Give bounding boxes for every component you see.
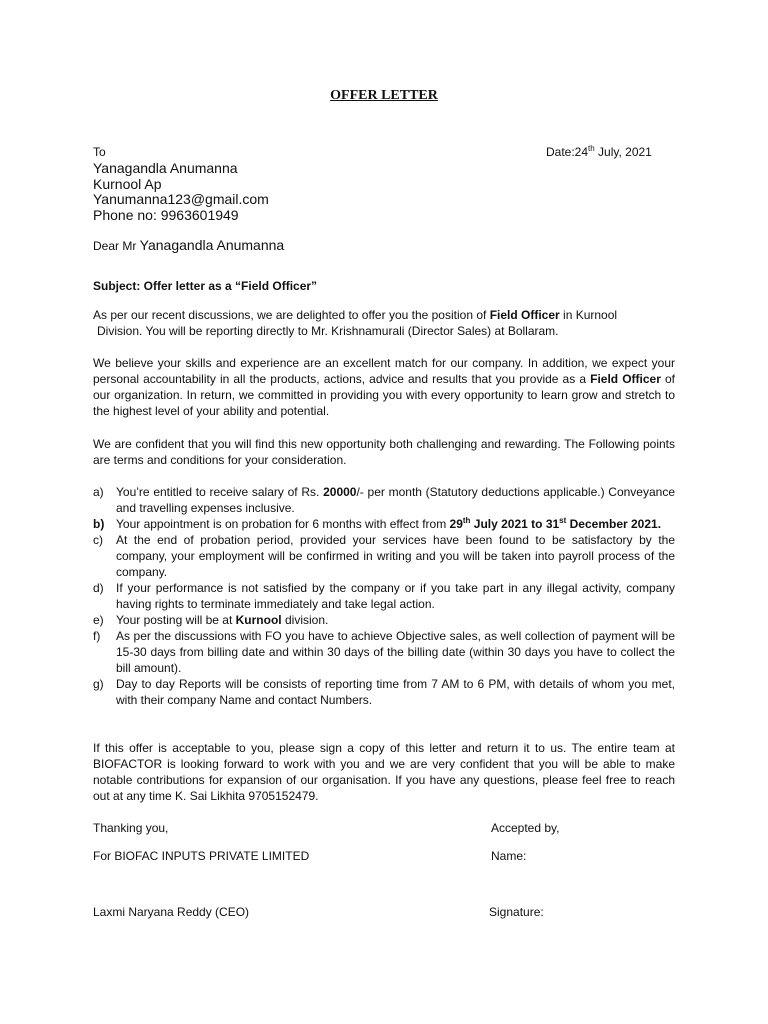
term-e-post: division.: [281, 613, 329, 627]
date-prefix: Date:24: [546, 145, 589, 159]
term-marker: f): [93, 629, 101, 643]
recipient-name: Yanagandla Anumanna: [93, 160, 238, 176]
para2-bold: Field Officer: [590, 372, 661, 386]
term-a-text: You’re entitled to receive salary of Rs.: [116, 485, 324, 499]
subject-line: Subject: Offer letter as a “Field Officer”: [93, 279, 318, 293]
paragraph-position: [93, 307, 675, 339]
term-b-sup-2: st: [559, 516, 567, 525]
signature-label: Signature:: [489, 905, 544, 919]
terms-list: [93, 484, 675, 708]
term-a-bold: 20000: [323, 485, 357, 499]
term-marker: g): [93, 677, 104, 691]
date-sup: th: [588, 144, 595, 153]
letter-title: OFFER LETTER: [330, 88, 438, 103]
name-label: Name:: [491, 849, 527, 863]
thanking-you: Thanking you,: [93, 821, 169, 835]
accepted-by: Accepted by,: [491, 821, 560, 835]
para1-bold: Field Officer: [489, 308, 560, 322]
term-item-a: [93, 484, 675, 516]
term-e-bold: Kurnool: [235, 613, 282, 627]
salutation-name: Yanagandla Anumanna: [139, 237, 285, 253]
term-item-g: [93, 676, 675, 708]
date-suffix: July, 2021: [594, 145, 652, 159]
term-marker: b): [93, 517, 105, 531]
term-marker: a): [93, 485, 104, 499]
company-name: For BIOFAC INPUTS PRIVATE LIMITED: [93, 849, 310, 863]
term-b-bold-3: December 2021.: [566, 517, 662, 531]
term-marker: c): [93, 533, 103, 547]
para1-text-a: As per our recent discussions, we are delighted to offer you the position of: [93, 308, 490, 322]
term-b-text: Your appointment is on probation for 6 months with effect from: [116, 517, 450, 531]
salutation: [93, 237, 284, 255]
term-item-b: [93, 516, 675, 532]
term-marker: e): [93, 613, 104, 627]
letter-date: [546, 145, 652, 159]
term-marker: d): [93, 581, 104, 595]
term-item-e: [93, 612, 675, 628]
term-g-text: Day to day Reports will be consists of reporting time from 7 AM to 6 PM, with details of whom you met, with their company Name and contact Numbers.: [116, 677, 675, 707]
signatory-name: Laxmi Naryana Reddy (CEO): [93, 905, 250, 919]
paragraph-skills: [93, 355, 675, 419]
recipient-address: [93, 161, 269, 223]
recipient-location: Kurnool Ap: [93, 175, 162, 192]
term-b-sup-1: th: [462, 516, 471, 525]
term-f-text: As per the discussions with FO you have to achieve Objective sales, as well collection of payment will be 15-30 days from billing date and within 30 days of the billing date (within 30 days you have to collect the bill amount).: [116, 629, 675, 675]
paragraph-acceptance: If this offer is acceptable to you, please sign a copy of this letter and return it to us. The entire team at BIOFACTOR is looking forward to work with you and we are very confident that you will be able to make notable contributions for expansion of our organisation. If you have any questions, please feel free to reach out at any time K. Sai Likhita 9705152479.: [93, 741, 675, 803]
para1-text-c: in Kurnool: [559, 308, 618, 322]
term-e-text: Your posting will be at: [116, 613, 236, 627]
recipient-email: Yanumanna123@gmail.com: [93, 191, 269, 207]
term-item-f: [93, 628, 675, 676]
salutation-prefix: Dear Mr: [93, 239, 140, 253]
term-b-bold-1: 29: [449, 517, 463, 531]
para2-text-a: We believe your skills and experience are an excellent match for our company. In addition, we expect your personal accountability in all the products, actions, advice and results that you provide as a: [93, 356, 675, 386]
term-b-bold-2: July 2021 to 31: [470, 517, 560, 531]
term-d-text: If your performance is not satisfied by the company or if you take part in any illegal activity, company having rights to terminate immediately and take legal action.: [116, 581, 675, 611]
term-c-text: At the end of probation period, provided your services have been found to be satisfactory by the company, your employment will be confirmed in writing and you will be taken into payroll process of the company.: [116, 533, 675, 579]
to-label: To: [93, 145, 106, 159]
para1-text-d: Division. You will be reporting directly to Mr. Krishnamurali (Director Sales) at Bollaram.: [97, 324, 559, 338]
term-item-d: [93, 580, 675, 612]
para2-text-c: of our organization. In return, we committed in providing you with every opportunity to learn grow and stretch to the highest level of your ability and potential.: [93, 372, 675, 418]
recipient-phone: Phone no: 9963601949: [93, 206, 239, 223]
term-item-c: [93, 532, 675, 580]
term-a-post: /- per month (Statutory deductions applicable.) Conveyance and travelling expenses inclusive.: [116, 485, 676, 515]
paragraph-terms-intro: We are confident that you will find this new opportunity both challenging and rewarding. The Following points are terms and conditions for your consideration.: [93, 437, 675, 467]
